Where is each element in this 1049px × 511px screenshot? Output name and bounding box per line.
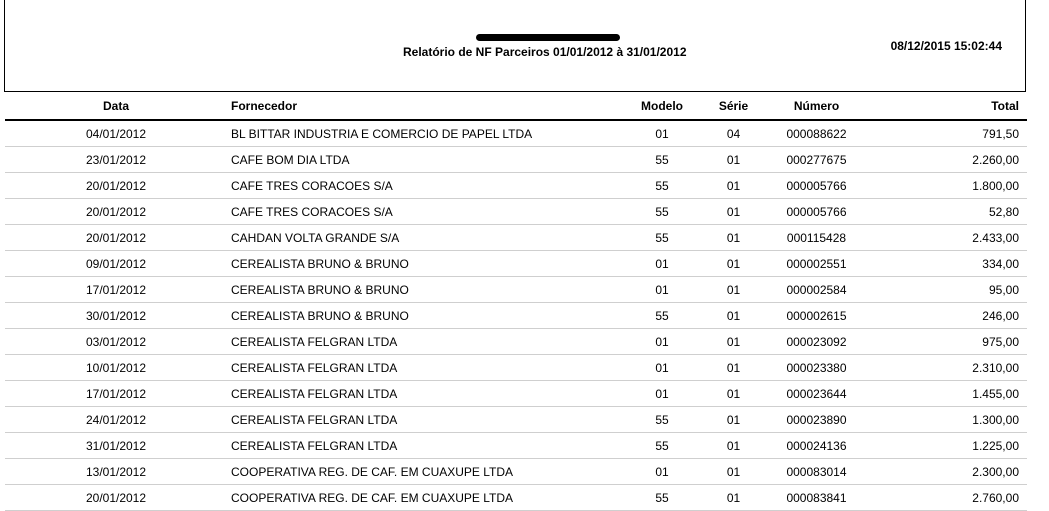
cell-numero: 000002584 [765, 277, 868, 303]
cell-data: 03/01/2012 [5, 329, 227, 355]
cell-numero: 000088622 [765, 120, 868, 147]
cell-total: 2.310,00 [868, 355, 1027, 381]
table-row [5, 173, 1027, 199]
cell-fornecedor: CAFE TRES CORACOES S/A [227, 199, 622, 225]
table-row [5, 485, 1027, 511]
cell-serie: 01 [702, 407, 765, 433]
cell-fornecedor: CAFE BOM DIA LTDA [227, 147, 622, 173]
cell-modelo: 55 [622, 433, 702, 459]
cell-fornecedor: CEREALISTA FELGRAN LTDA [227, 433, 622, 459]
cell-serie: 01 [702, 329, 765, 355]
cell-numero: 000002615 [765, 303, 868, 329]
cell-numero: 000005766 [765, 199, 868, 225]
cell-data: 20/01/2012 [5, 173, 227, 199]
cell-modelo: 55 [622, 173, 702, 199]
table-row [5, 225, 1027, 251]
cell-serie: 01 [702, 147, 765, 173]
cell-fornecedor: CEREALISTA FELGRAN LTDA [227, 381, 622, 407]
cell-numero: 000023092 [765, 329, 868, 355]
cell-modelo: 01 [622, 251, 702, 277]
cell-fornecedor: CAHDAN VOLTA GRANDE S/A [227, 225, 622, 251]
column-header-fornecedor: Fornecedor [227, 93, 622, 120]
cell-fornecedor: COOPERATIVA REG. DE CAF. EM CUAXUPE LTDA [227, 459, 622, 485]
cell-serie: 01 [702, 199, 765, 225]
cell-total: 246,00 [868, 303, 1027, 329]
table-row [5, 120, 1027, 147]
cell-total: 52,80 [868, 199, 1027, 225]
redacted-company-name [476, 34, 620, 41]
cell-data: 20/01/2012 [5, 225, 227, 251]
cell-modelo: 55 [622, 147, 702, 173]
cell-modelo: 55 [622, 225, 702, 251]
cell-fornecedor: CEREALISTA BRUNO & BRUNO [227, 303, 622, 329]
table-row [5, 433, 1027, 459]
cell-numero: 000023890 [765, 407, 868, 433]
cell-data: 31/01/2012 [5, 433, 227, 459]
cell-total: 334,00 [868, 251, 1027, 277]
cell-serie: 01 [702, 459, 765, 485]
cell-total: 95,00 [868, 277, 1027, 303]
table-row [5, 329, 1027, 355]
cell-fornecedor: BL BITTAR INDUSTRIA E COMERCIO DE PAPEL LTDA [227, 120, 622, 147]
column-header-serie: Série [702, 93, 765, 120]
cell-data: 17/01/2012 [5, 277, 227, 303]
cell-total: 2.300,00 [868, 459, 1027, 485]
cell-numero: 000024136 [765, 433, 868, 459]
column-header-data: Data [5, 93, 227, 120]
cell-serie: 01 [702, 173, 765, 199]
cell-modelo: 01 [622, 120, 702, 147]
table-row [5, 251, 1027, 277]
table-row [5, 355, 1027, 381]
cell-serie: 01 [702, 251, 765, 277]
cell-data: 30/01/2012 [5, 303, 227, 329]
cell-numero: 000023380 [765, 355, 868, 381]
cell-numero: 000083014 [765, 459, 868, 485]
cell-fornecedor: CAFE TRES CORACOES S/A [227, 173, 622, 199]
cell-serie: 04 [702, 120, 765, 147]
cell-serie: 01 [702, 225, 765, 251]
cell-fornecedor: CEREALISTA FELGRAN LTDA [227, 355, 622, 381]
cell-numero: 000023644 [765, 381, 868, 407]
cell-serie: 01 [702, 381, 765, 407]
cell-fornecedor: CEREALISTA BRUNO & BRUNO [227, 251, 622, 277]
cell-modelo: 01 [622, 277, 702, 303]
cell-modelo: 55 [622, 199, 702, 225]
column-header-total: Total [868, 93, 1027, 120]
cell-total: 1.455,00 [868, 381, 1027, 407]
cell-numero: 000083841 [765, 485, 868, 511]
table-row [5, 199, 1027, 225]
cell-serie: 01 [702, 303, 765, 329]
table-row [5, 407, 1027, 433]
report-title: Relatório de NF Parceiros 01/01/2012 à 31/01/2012 [403, 45, 687, 59]
cell-data: 10/01/2012 [5, 355, 227, 381]
cell-modelo: 55 [622, 303, 702, 329]
table-header-row [5, 93, 1027, 120]
cell-serie: 01 [702, 355, 765, 381]
cell-data: 13/01/2012 [5, 459, 227, 485]
cell-data: 09/01/2012 [5, 251, 227, 277]
report-header [4, 0, 1026, 92]
table-body [5, 120, 1027, 511]
column-header-modelo: Modelo [622, 93, 702, 120]
cell-data: 17/01/2012 [5, 381, 227, 407]
cell-modelo: 01 [622, 459, 702, 485]
cell-data: 04/01/2012 [5, 120, 227, 147]
cell-total: 2.433,00 [868, 225, 1027, 251]
cell-modelo: 55 [622, 485, 702, 511]
cell-total: 975,00 [868, 329, 1027, 355]
cell-data: 23/01/2012 [5, 147, 227, 173]
cell-serie: 01 [702, 433, 765, 459]
cell-modelo: 01 [622, 355, 702, 381]
table-row [5, 381, 1027, 407]
report-table [5, 93, 1027, 511]
table-row [5, 459, 1027, 485]
cell-modelo: 01 [622, 329, 702, 355]
cell-modelo: 01 [622, 381, 702, 407]
cell-fornecedor: CEREALISTA FELGRAN LTDA [227, 329, 622, 355]
cell-total: 1.225,00 [868, 433, 1027, 459]
cell-numero: 000002551 [765, 251, 868, 277]
cell-data: 20/01/2012 [5, 199, 227, 225]
report-datetime: 08/12/2015 15:02:44 [890, 39, 1002, 53]
column-header-numero: Número [765, 93, 868, 120]
cell-numero: 000005766 [765, 173, 868, 199]
cell-fornecedor: CEREALISTA BRUNO & BRUNO [227, 277, 622, 303]
cell-numero: 000115428 [765, 225, 868, 251]
cell-total: 1.800,00 [868, 173, 1027, 199]
cell-total: 2.760,00 [868, 485, 1027, 511]
report-table-container [5, 93, 1027, 511]
table-row [5, 303, 1027, 329]
table-row [5, 147, 1027, 173]
cell-serie: 01 [702, 277, 765, 303]
cell-serie: 01 [702, 485, 765, 511]
cell-data: 20/01/2012 [5, 485, 227, 511]
cell-fornecedor: COOPERATIVA REG. DE CAF. EM CUAXUPE LTDA [227, 485, 622, 511]
cell-modelo: 55 [622, 407, 702, 433]
table-row [5, 277, 1027, 303]
cell-total: 791,50 [868, 120, 1027, 147]
cell-fornecedor: CEREALISTA FELGRAN LTDA [227, 407, 622, 433]
cell-total: 2.260,00 [868, 147, 1027, 173]
cell-data: 24/01/2012 [5, 407, 227, 433]
cell-numero: 000277675 [765, 147, 868, 173]
cell-total: 1.300,00 [868, 407, 1027, 433]
